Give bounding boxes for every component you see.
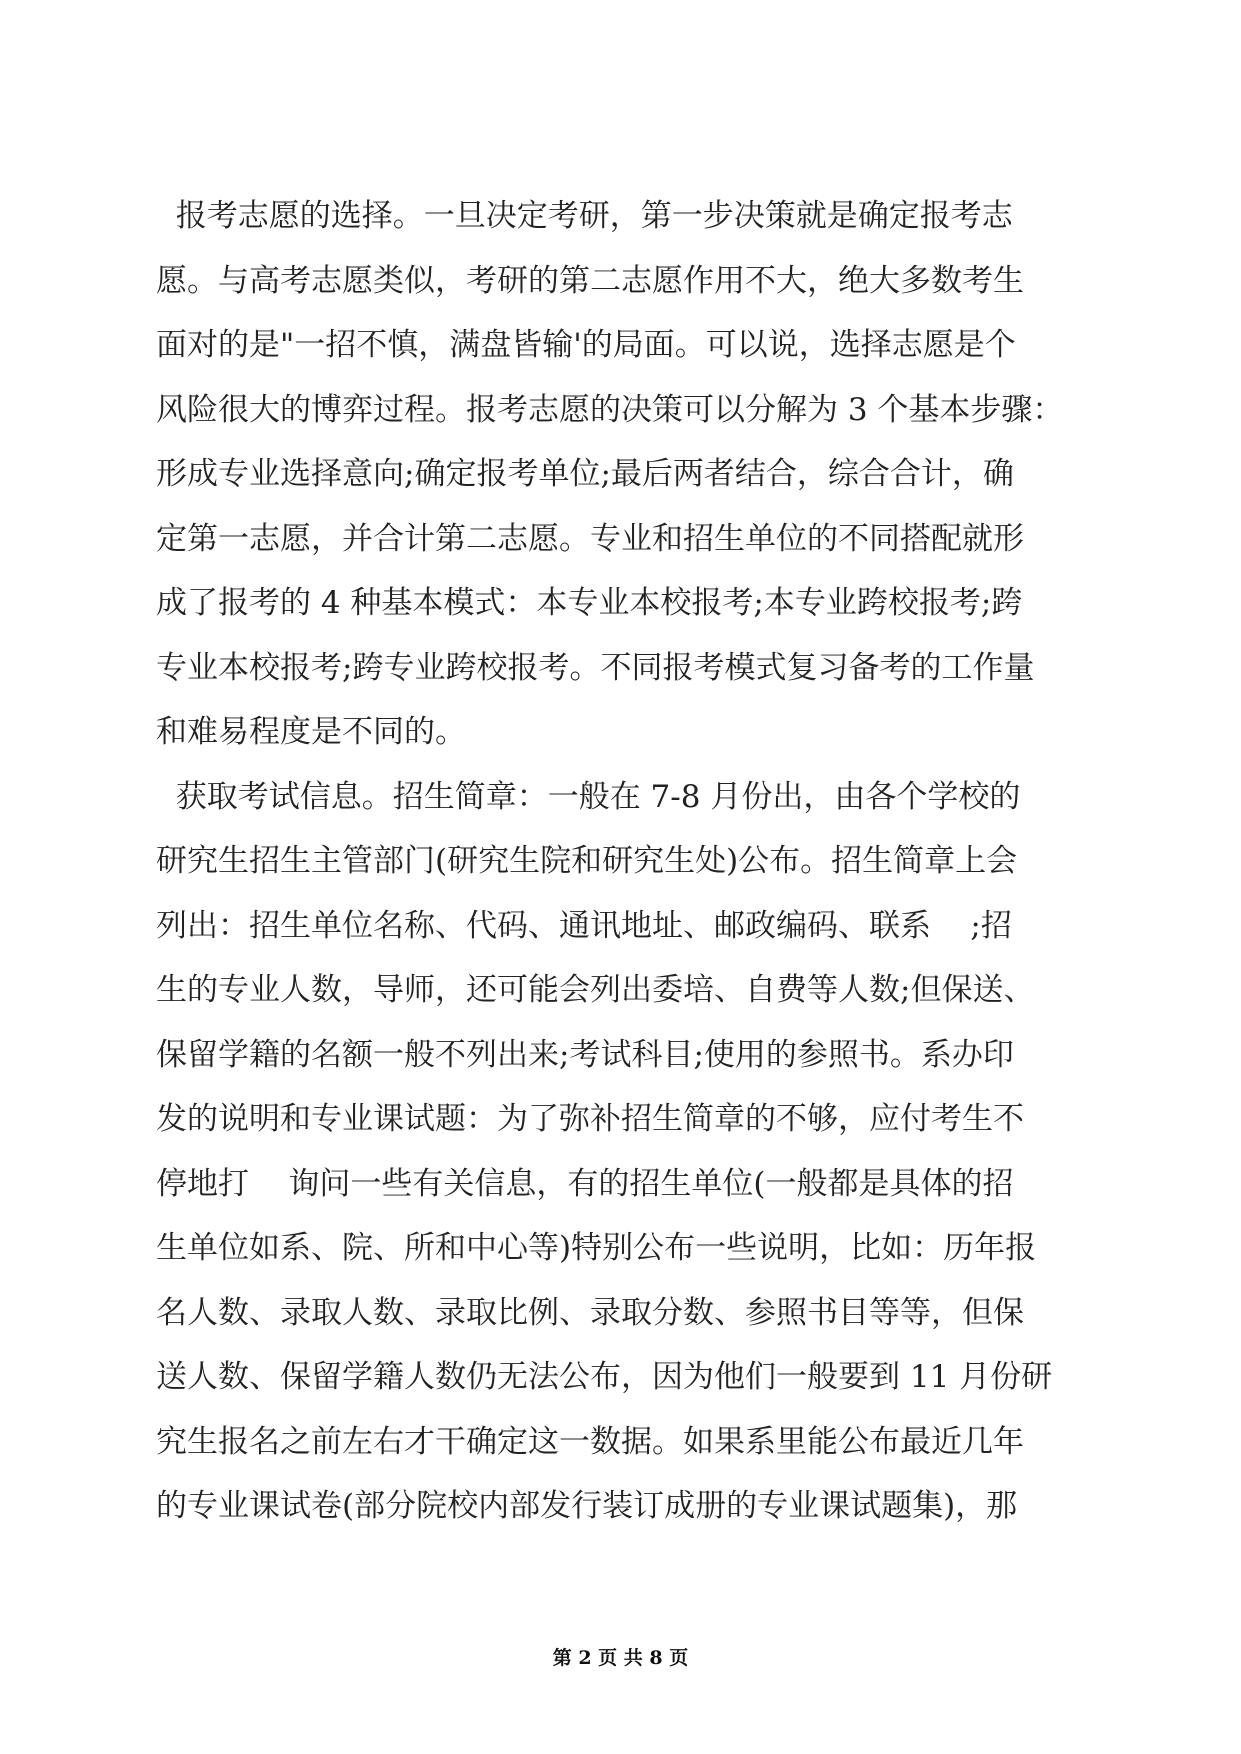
text-line: 定第一志愿，并合计第二志愿。专业和招生单位的不同搭配就形: [156, 520, 1024, 557]
text-line: 发的说明和专业课试题：为了弥补招生简章的不够，应付考生不: [156, 1101, 1024, 1137]
document-body: [156, 184, 1116, 1539]
page-number-footer: 第 2 页 共 8 页: [552, 1647, 689, 1669]
paragraph-volunteer-selection: [156, 184, 1116, 765]
text-line: 保留学籍的名额一般不列出来;考试科目;使用的参照书。系办印: [156, 1036, 1014, 1073]
text-line: 送人数、保留学籍人数仍无法公布，因为他们一般要到 11 月份研: [156, 1359, 1053, 1395]
text-line: 风险很大的博弈过程。报考志愿的决策可以分解为 3 个基本步骤：: [156, 391, 1064, 428]
text-line: 愿。与高考志愿类似，考研的第二志愿作用不大，绝大多数考生: [156, 262, 1024, 299]
text-line: 报考志愿的选择。一旦决定考研，第一步决策就是确定报考志: [156, 198, 1013, 234]
paragraph-exam-information: [156, 765, 1116, 1539]
text-line: 和难易程度是不同的。: [156, 714, 466, 750]
text-line: 名人数、录取人数、录取比例、录取分数、参照书目等等，但保: [156, 1294, 1024, 1331]
text-line: 面对的是"一招不慎，满盘皆输'的局面。可以说，选择志愿是个: [156, 327, 1016, 363]
text-line: 列出：招生单位名称、代码、通讯地址、邮政编码、联系 ;招: [156, 907, 1012, 944]
text-line: 专业本校报考;跨专业跨校报考。不同报考模式复习备考的工作量: [156, 649, 1035, 686]
text-line: 的专业课试卷(部分院校内部发行装订成册的专业课试题集)，那: [156, 1488, 1018, 1524]
text-line: 停地打 询问一些有关信息，有的招生单位(一般都是具体的招: [156, 1165, 1014, 1202]
text-line: 获取考试信息。招生简章：一般在 7-8 月份出，由各个学校的: [156, 778, 1021, 815]
text-line: 生单位如系、院、所和中心等)特别公布一些说明，比如：历年报: [156, 1230, 1037, 1266]
text-line: 生的专业人数，导师，还可能会列出委培、自费等人数;但保送、: [156, 972, 1035, 1008]
text-line: 研究生招生主管部门(研究生院和研究生处)公布。招生简章上会: [156, 843, 1018, 879]
text-line: 形成专业选择意向;确定报考单位;最后两者结合，综合合计，确: [156, 456, 1014, 492]
text-line: 究生报名之前左右才干确定这一数据。如果系里能公布最近几年: [156, 1423, 1024, 1460]
text-line: 成了报考的 4 种基本模式：本专业本校报考;本专业跨校报考;跨: [156, 585, 1023, 621]
